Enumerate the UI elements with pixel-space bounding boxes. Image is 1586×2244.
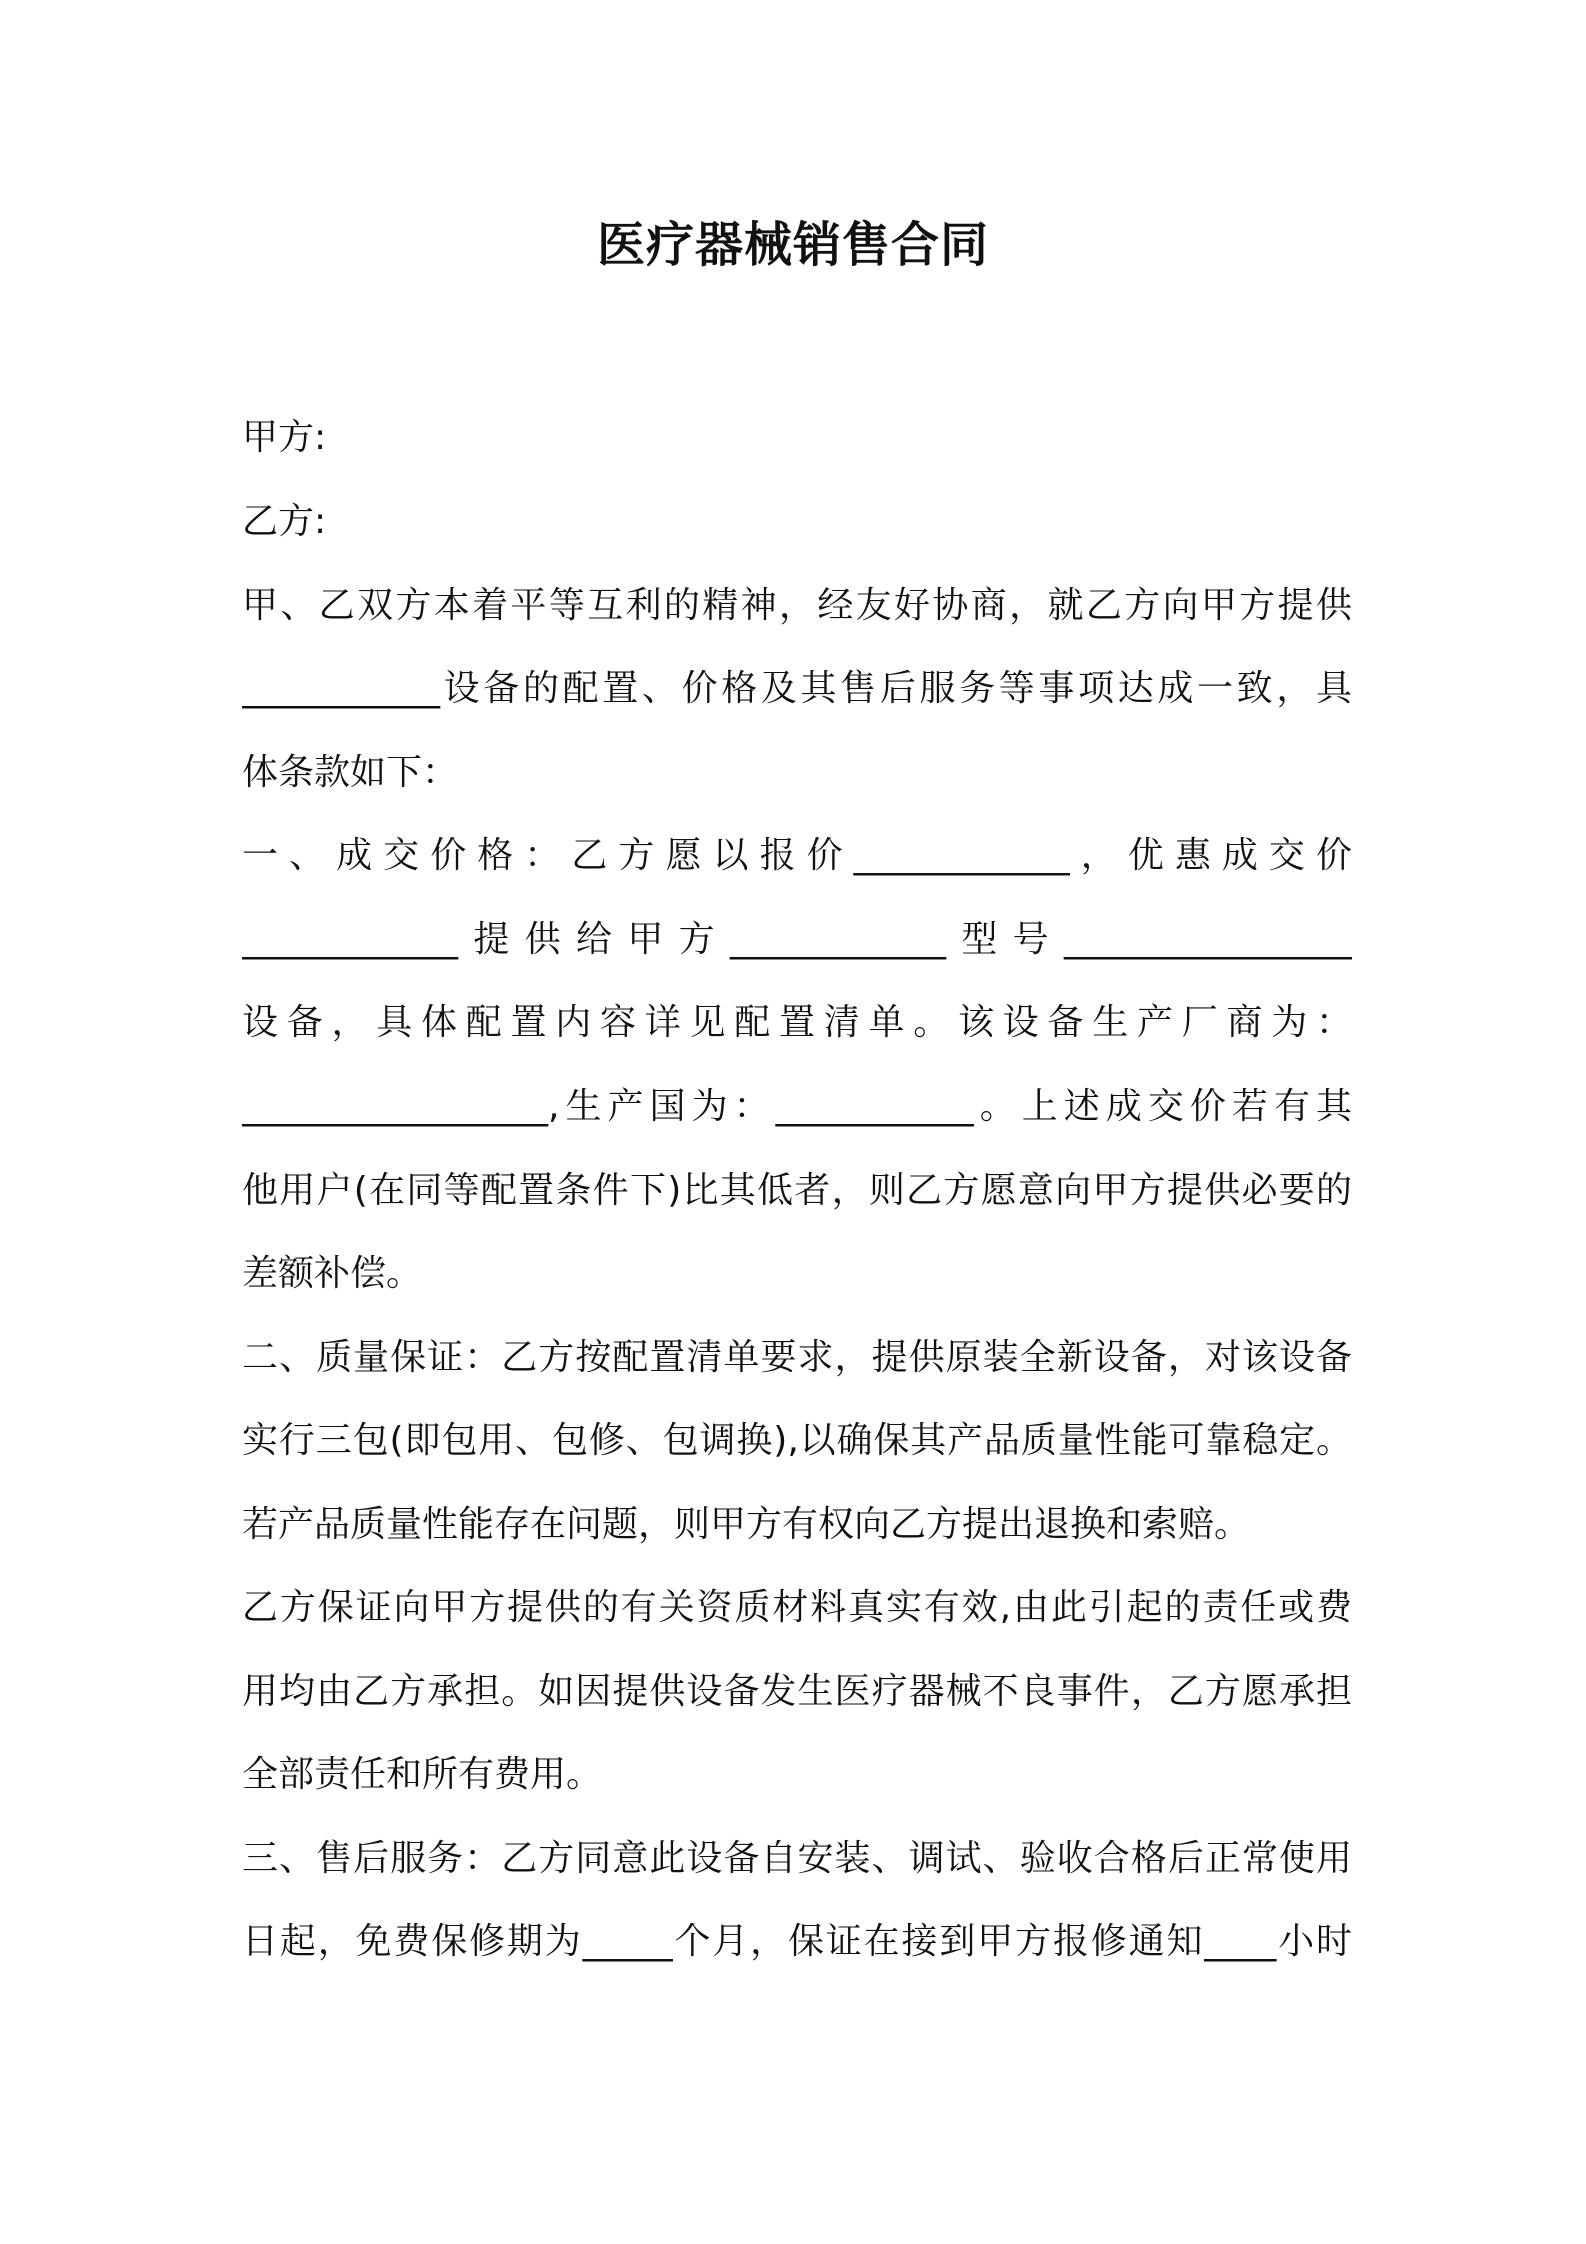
clause-1-line-5: 他用户(在同等配置条件下)比其低者，则乙方愿意向甲方提供必要的 xyxy=(242,1170,1352,1211)
party-a-line: 甲方: xyxy=(242,417,327,458)
clause-1-line-1: 一、成交价格：乙方愿以报价____________，优惠成交价 xyxy=(242,835,1352,876)
party-b-line: 乙方: xyxy=(242,501,327,542)
clause-1-line-2: ____________提供给甲方____________型号________________ xyxy=(242,919,1352,960)
document-title: 医疗器械销售合同 xyxy=(596,217,989,273)
preamble-line-3: 体条款如下： xyxy=(242,752,459,793)
clause-1-line-6: 差额补偿。 xyxy=(242,1253,423,1294)
preamble-line-1: 甲、乙双方本着平等互利的精神，经友好协商，就乙方向甲方提供 xyxy=(242,585,1352,626)
clause-2-line-3: 若产品质量性能存在问题，则甲方有权向乙方提出退换和索赔。 xyxy=(242,1504,1251,1545)
clause-2-line-2: 实行三包(即包用、包修、包调换),以确保其产品质量性能可靠稳定。 xyxy=(242,1420,1352,1461)
clause-3-line-2: 日起，免费保修期为_____个月，保证在接到甲方报修通知____小时 xyxy=(242,1921,1352,1962)
clause-3-line-1: 三、售后服务：乙方同意此设备自安装、调试、验收合格后正常使用 xyxy=(242,1838,1352,1879)
clause-2-line-1: 二、质量保证：乙方按配置清单要求，提供原装全新设备，对该设备 xyxy=(242,1337,1352,1378)
clause-2-line-4: 乙方保证向甲方提供的有关资质材料真实有效,由此引起的责任或费 xyxy=(242,1587,1352,1628)
preamble-line-2: ___________设备的配置、价格及其售后服务等事项达成一致，具 xyxy=(242,668,1352,709)
clause-2-line-6: 全部责任和所有费用。 xyxy=(242,1754,603,1795)
clause-1-line-4: _________________,生产国为：___________。上述成交价若有其 xyxy=(242,1086,1352,1127)
clause-1-line-3: 设备，具体配置内容详见配置清单。该设备生产厂商为： xyxy=(242,1002,1352,1043)
clause-2-line-5: 用均由乙方承担。如因提供设备发生医疗器械不良事件，乙方愿承担 xyxy=(242,1671,1352,1712)
